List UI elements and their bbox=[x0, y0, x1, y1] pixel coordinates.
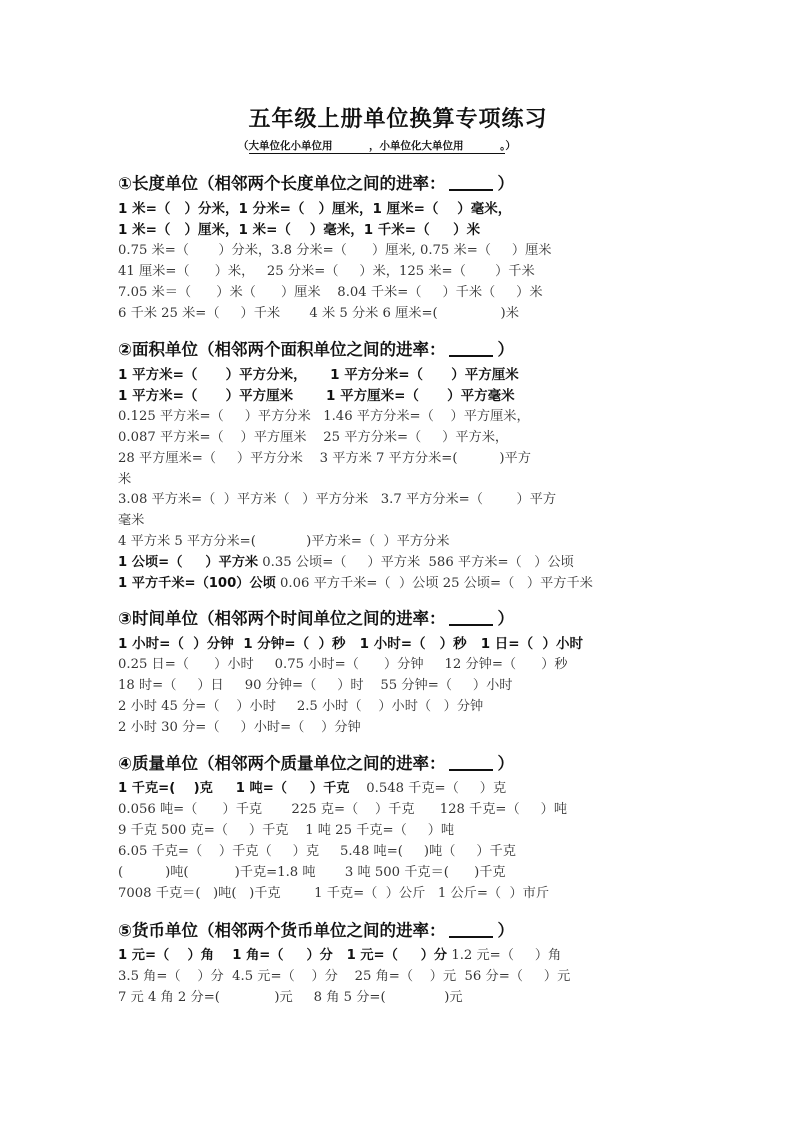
exercise-line: 毫米 bbox=[118, 513, 145, 529]
exercise-line: 1 米=（ ）分米，1 分米=（ ）厘米，1 厘米=（ ）毫米， bbox=[118, 201, 512, 217]
exercise-line: 0.75 米=（ ）分米，3.8 分米=（ ）厘米, 0.75 米=（ ）厘米 bbox=[118, 242, 552, 258]
rate-answer-blank[interactable] bbox=[449, 755, 493, 771]
rate-answer-blank[interactable] bbox=[449, 922, 493, 938]
exercise-line: 1 米=（ ）厘米，1 米=（ ）毫米，1 千米=（ ）米 bbox=[118, 221, 481, 238]
exercise-segment: 0.548 千克=（ ）克 bbox=[349, 781, 507, 796]
exercise-segment: 1.2 元=（ ）角 bbox=[447, 948, 562, 963]
section-heading-text: ①长度单位（相邻两个长度单位之间的进率： bbox=[118, 174, 446, 193]
exercise-line: 7.05 米＝（ ）米（ ）厘米 8.04 千米=（ ）千米（ ）米 bbox=[118, 284, 543, 300]
exercise-line bbox=[118, 553, 574, 573]
exercise-segment: 0.06 平方千米=（ ）公顷 25 公顷=（ ）平方千米 bbox=[275, 576, 593, 591]
exercise-line: 0.125 平方米=（ ）平方分米 1.46 平方分米=（ ）平方厘米， bbox=[118, 408, 530, 424]
exercise-line: 1 平方米=（ ）平方厘米 1 平方厘米=（ ）平方毫米 bbox=[118, 387, 515, 404]
exercise-line: 18 时=（ ）日 90 分钟=（ ）时 55 分钟=（ ）小时 bbox=[118, 677, 513, 693]
exercise-segment: 0.35 公顷=（ ）平方米 586 平方米=（ ）公顷 bbox=[258, 555, 574, 571]
page-title: 五年级上册单位换算专项练习 bbox=[248, 107, 548, 132]
section-heading-text: ⑤货币单位（相邻两个货币单位之间的进率： bbox=[118, 921, 446, 940]
section-heading bbox=[118, 917, 514, 941]
subtitle-open-paren: （ bbox=[238, 140, 249, 152]
exercise-line: 3.5 角=（ ）分 4.5 元=（ ）分 25 角=（ ）元 56 分=（ ）元 bbox=[118, 968, 571, 984]
section-heading-close: ） bbox=[497, 340, 514, 359]
exercise-segment: 1 千克=( )克 1 吨=（ ）千克 bbox=[118, 781, 350, 796]
exercise-segment: 1 公顷=（ ）平方米 bbox=[118, 555, 259, 571]
exercise-line: 6 千米 25 米=（ ）千米 4 米 5 分米 6 厘米=( )米 bbox=[118, 305, 519, 321]
exercise-segment: 1 平方千米=（100）公顷 bbox=[118, 576, 276, 591]
exercise-line: 41 厘米=（ ）米， 25 分米=（ ）米，125 米=（ ）千米 bbox=[118, 263, 535, 279]
section-heading-close: ） bbox=[497, 921, 514, 940]
exercise-line: 3.08 平方米=（ ）平方米（ ）平方分米 3.7 平方分米=（ ）平方 bbox=[118, 492, 557, 508]
rate-answer-blank[interactable] bbox=[449, 610, 493, 626]
section-heading-close: ） bbox=[497, 174, 514, 193]
exercise-line bbox=[118, 779, 506, 799]
section-heading bbox=[118, 750, 514, 774]
exercise-line: 9 千克 500 克=（ ）千克 1 吨 25 千克=（ ）吨 bbox=[118, 822, 455, 838]
section-heading-text: ④质量单位（相邻两个质量单位之间的进率： bbox=[118, 754, 446, 773]
section-heading bbox=[118, 605, 514, 629]
subtitle-close-paren: ） bbox=[505, 140, 516, 152]
subtitle-fill-text: 大单位化小单位用 ，小单位化大单位用 。 bbox=[248, 140, 506, 152]
exercise-line: 1 平方米=（ ）平方分米， 1 平方分米=（ ）平方厘米 bbox=[118, 367, 519, 383]
exercise-segment: 1 元=（ ）角 1 角=（ ）分 1 元=（ ）分 bbox=[118, 948, 448, 963]
exercise-line: 6.05 千克=（ ）千克（ ）克 5.48 吨=( )吨（ ）千克 bbox=[118, 843, 516, 859]
exercise-line: 7 元 4 角 2 分=( )元 8 角 5 分=( )元 bbox=[118, 989, 463, 1005]
section-heading-text: ③时间单位（相邻两个时间单位之间的进率： bbox=[118, 609, 446, 628]
exercise-line: 米 bbox=[118, 471, 132, 487]
exercise-line: 28 平方厘米=（ ）平方分米 3 平方米 7 平方分米=( )平方 bbox=[118, 450, 531, 466]
section-heading-text: ②面积单位（相邻两个面积单位之间的进率： bbox=[118, 340, 446, 359]
exercise-line: 7008 千克＝( )吨( )千克 1 千克=（ ）公斤 1 公斤=（ ）市斤 bbox=[118, 885, 550, 901]
rate-answer-blank[interactable] bbox=[449, 341, 493, 357]
exercise-line: ( )吨( )千克=1.8 吨 3 吨 500 千克＝( )千克 bbox=[118, 864, 506, 880]
subtitle bbox=[238, 138, 558, 153]
exercise-line bbox=[118, 946, 561, 966]
rate-answer-blank[interactable] bbox=[449, 175, 493, 191]
section-heading bbox=[118, 170, 514, 194]
exercise-line: 0.087 平方米=（ ）平方厘米 25 平方分米=（ ）平方米， bbox=[118, 429, 509, 445]
section-heading-close: ） bbox=[497, 609, 514, 628]
exercise-line: 0.056 吨=（ ）千克 225 克=（ ）千克 128 千克=（ ）吨 bbox=[118, 801, 568, 817]
exercise-line bbox=[118, 574, 593, 594]
exercise-line: 4 平方米 5 平方分米=( )平方米=（ ）平方分米 bbox=[118, 534, 450, 550]
exercise-line: 2 小时 30 分=（ ）小时=（ ）分钟 bbox=[118, 719, 361, 735]
exercise-line: 1 小时=（ ）分钟 1 分钟=（ ）秒 1 小时=（ ）秒 1 日=（ ）小时 bbox=[118, 636, 584, 652]
section-heading-close: ） bbox=[497, 754, 514, 773]
exercise-line: 2 小时 45 分=（ ）小时 2.5 小时（ ）小时（ ）分钟 bbox=[118, 698, 484, 714]
exercise-line: 0.25 日=（ ）小时 0.75 小时=（ ）分钟 12 分钟=（ ）秒 bbox=[118, 656, 568, 672]
section-heading bbox=[118, 336, 514, 360]
